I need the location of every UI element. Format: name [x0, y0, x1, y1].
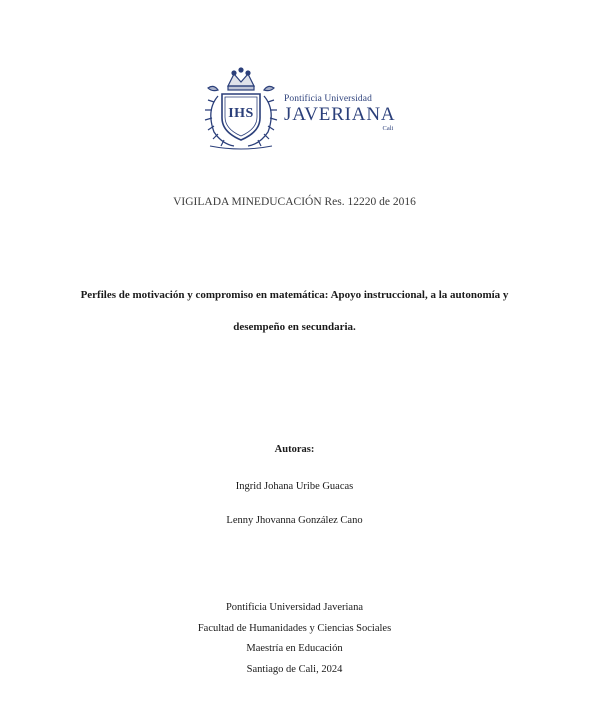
document-title-line1: Perfiles de motivación y compromiso en matemática: Apoyo instruccional, a la autonomía y — [80, 289, 509, 301]
institution-program: Maestría en Educación — [246, 643, 343, 655]
university-wordmark — [284, 94, 395, 133]
institution-university: Pontificia Universidad Javeriana — [225, 602, 364, 613]
wordmark-line2: JAVERIANA — [284, 104, 396, 125]
author-name: Lenny Jhovanna González Cano — [226, 515, 363, 526]
institution-block — [0, 598, 589, 681]
wordmark-line1: Pontificia Universidad — [284, 94, 372, 104]
authors-heading: Autoras: — [274, 444, 315, 455]
institution-place-date: Santiago de Cali, 2024 — [246, 664, 343, 676]
author-name: Ingrid Johana Uribe Guacas — [235, 481, 354, 492]
institution-faculty: Facultad de Humanidades y Ciencias Sociales — [197, 622, 392, 634]
wordmark-line3: Cali — [382, 125, 394, 132]
accreditation-notice: VIGILADA MINEDUCACIÓN Res. 12220 de 2016 — [173, 196, 416, 208]
university-logo — [200, 66, 400, 150]
document-title-line2: desempeño en secundaria. — [233, 321, 356, 333]
seal-monogram: IHS — [228, 106, 254, 121]
